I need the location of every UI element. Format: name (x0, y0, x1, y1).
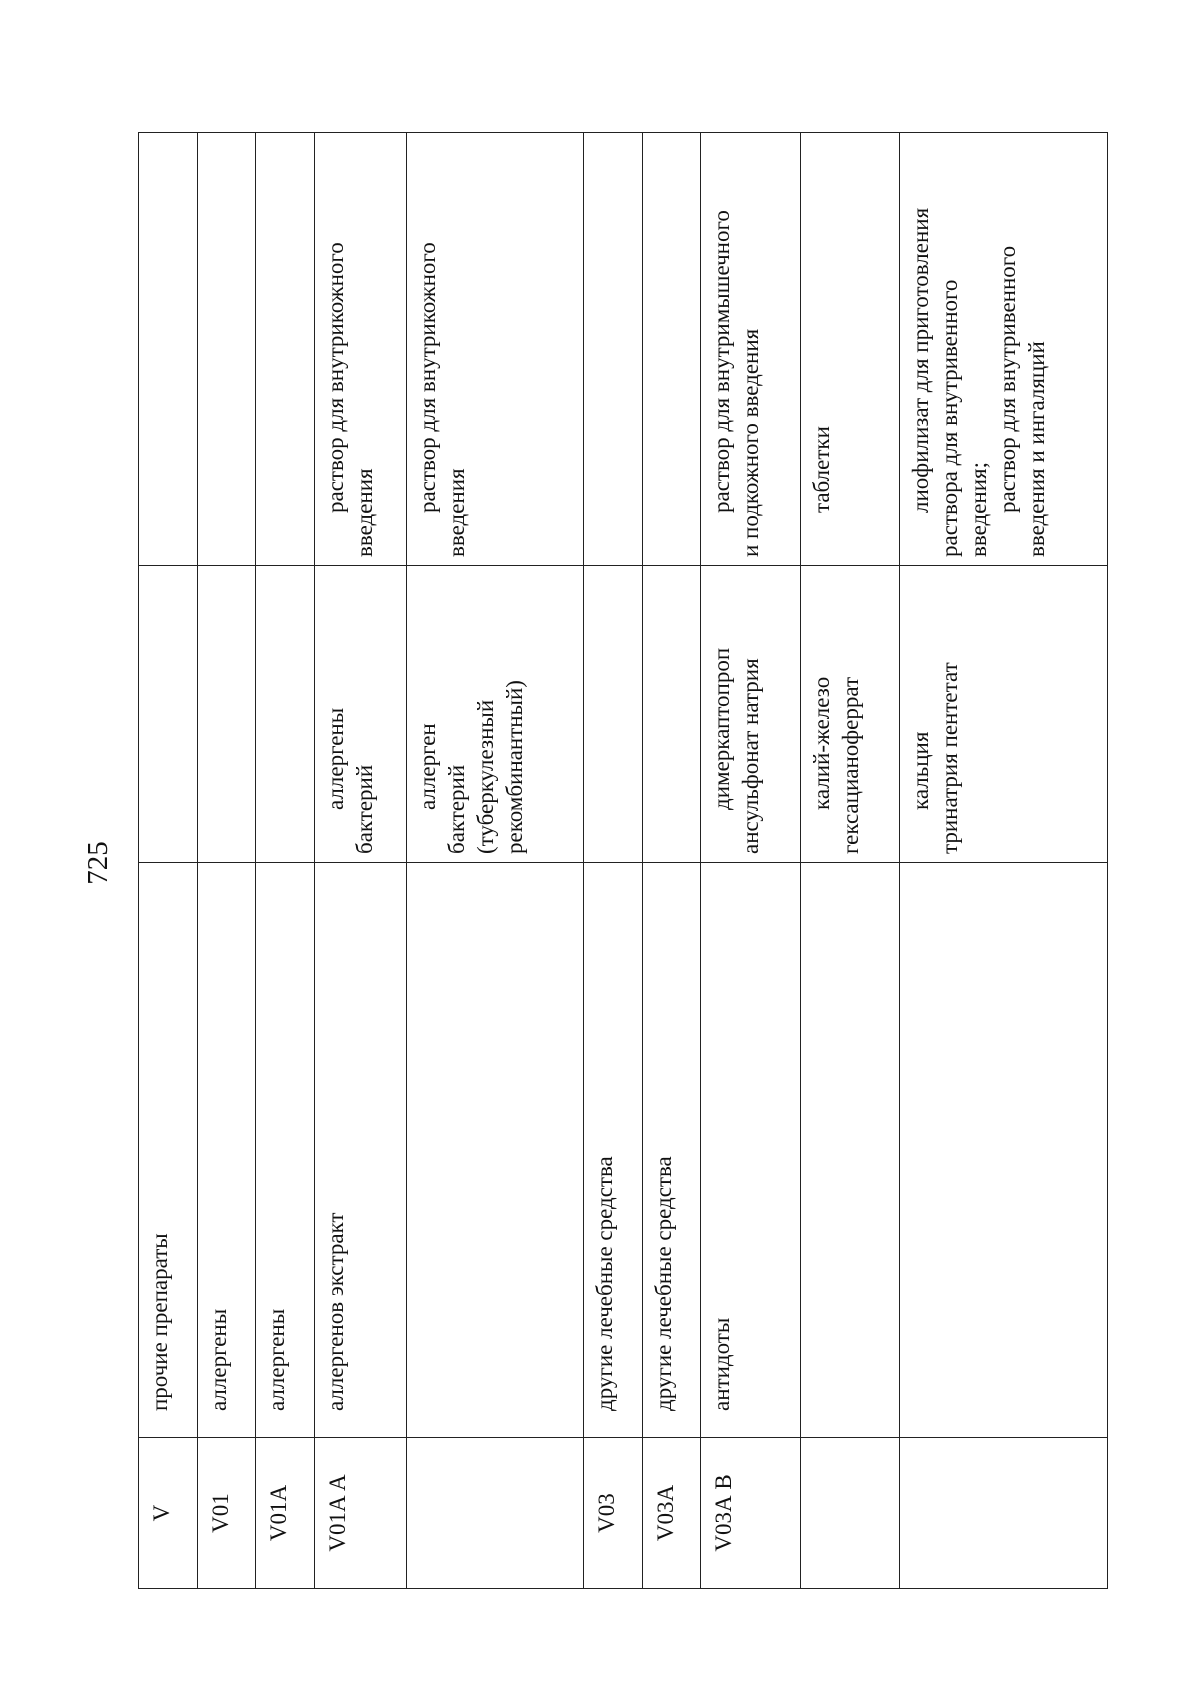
group-cell: аллергены (197, 863, 256, 1438)
table-row (701, 133, 800, 1589)
drug-name-line: (туберкулезный (472, 699, 498, 854)
drug-cell (899, 566, 1107, 863)
drug-name-line: ансульфонат натрия (738, 658, 764, 854)
form-cell (197, 133, 256, 566)
atc-code-cell: V03А В (701, 1438, 800, 1589)
atc-code-cell (899, 1438, 1107, 1589)
group-cell: аллергены (256, 863, 315, 1438)
drug-cell (584, 566, 643, 863)
table-row (642, 133, 701, 1589)
atc-code-cell (800, 1438, 899, 1589)
drug-cell (701, 566, 800, 863)
group-cell: другие лечебные средства (642, 863, 701, 1438)
group-cell: прочие препараты (139, 863, 198, 1438)
drug-table-rotated (138, 207, 1108, 1589)
form-cell (800, 133, 899, 566)
drug-cell (314, 566, 406, 863)
drug-name-line: тринатрия пентетат (936, 662, 962, 854)
table-row (800, 133, 899, 1589)
dosage-form-line: раствор для внутривенного (994, 245, 1020, 513)
atc-code-cell: V (139, 1438, 198, 1589)
dosage-form-line: введения; (965, 462, 991, 557)
drug-table (138, 132, 1108, 1589)
table-row (899, 133, 1107, 1589)
dosage-form-line: введения (443, 468, 469, 557)
dosage-form-line: введения и ингаляций (1023, 341, 1049, 557)
table-row (197, 133, 256, 1589)
dosage-form-line: раствор для внутрикожного (322, 242, 348, 513)
atc-code-cell (406, 1438, 584, 1589)
page-number: 725 (82, 841, 114, 885)
form-cell (139, 133, 198, 566)
dosage-form-line: и подкожного введения (738, 328, 764, 557)
drug-name-line: калий-железо (808, 676, 834, 810)
form-cell (899, 133, 1107, 566)
group-cell (406, 863, 584, 1438)
drug-name-line: кальция (907, 731, 933, 810)
drug-cell (406, 566, 584, 863)
group-cell: аллергенов экстракт (314, 863, 406, 1438)
atc-code-cell: V03 (584, 1438, 643, 1589)
form-cell (701, 133, 800, 566)
drug-cell (256, 566, 315, 863)
group-cell: другие лечебные средства (584, 863, 643, 1438)
drug-name-line: бактерий (351, 764, 377, 854)
drug-name-line: бактерий (443, 764, 469, 854)
form-cell (642, 133, 701, 566)
drug-cell (139, 566, 198, 863)
dosage-form-line: лиофилизат для приготовления (907, 207, 933, 513)
dosage-form-line: таблетки (808, 426, 834, 513)
group-cell: антидоты (701, 863, 800, 1438)
dosage-form-line: раствора для внутривенного (936, 279, 962, 557)
table-row (584, 133, 643, 1589)
atc-code-cell: V03A (642, 1438, 701, 1589)
group-cell (899, 863, 1107, 1438)
drug-name-line: рекомбинантный) (501, 680, 527, 854)
form-cell (256, 133, 315, 566)
table-row (314, 133, 406, 1589)
table-row (139, 133, 198, 1589)
form-cell (406, 133, 584, 566)
dosage-form-line: раствор для внутрикожного (414, 242, 440, 513)
atc-code-cell: V01A (256, 1438, 315, 1589)
atc-code-cell: V01 (197, 1438, 256, 1589)
dosage-form-line: раствор для внутримышечного (709, 210, 735, 513)
drug-cell (800, 566, 899, 863)
drug-cell (642, 566, 701, 863)
dosage-form-line: введения (351, 468, 377, 557)
drug-name-line: гексацианоферрат (837, 676, 863, 854)
table-row (406, 133, 584, 1589)
drug-cell (197, 566, 256, 863)
atc-code-cell: V01A А (314, 1438, 406, 1589)
form-cell (584, 133, 643, 566)
group-cell (800, 863, 899, 1438)
table-row (256, 133, 315, 1589)
drug-name-line: аллергены (322, 707, 348, 810)
drug-name-line: димеркаптопроп (709, 647, 735, 810)
form-cell (314, 133, 406, 566)
drug-name-line: аллерген (414, 723, 440, 810)
